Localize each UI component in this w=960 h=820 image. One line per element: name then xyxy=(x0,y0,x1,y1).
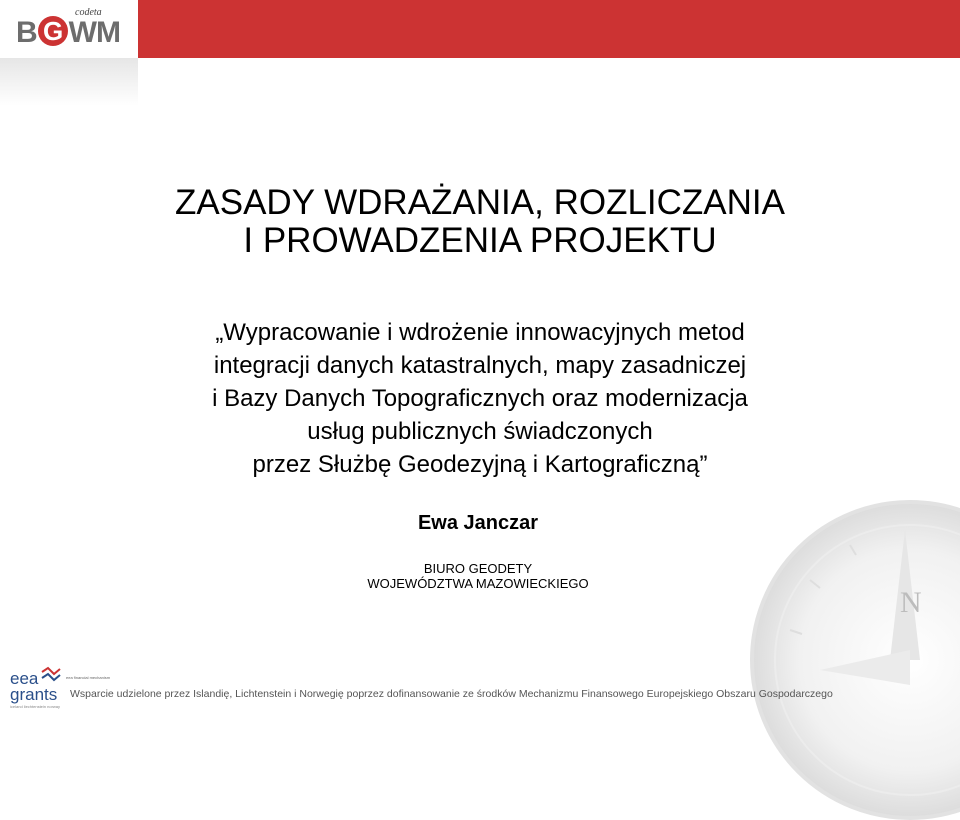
logo-shadow xyxy=(0,58,138,106)
subtitle-line-2: integracji danych katastralnych, mapy zasadniczej xyxy=(213,352,747,379)
subtitle-line-3: i Bazy Danych Topograficznych oraz modernizacja xyxy=(212,385,748,412)
org-line-1: BIURO GEODETY xyxy=(423,561,533,576)
project-subtitle xyxy=(0,316,960,481)
subtitle-line-1: „Wypracowanie i wdrożenie innowacyjnych metod xyxy=(215,319,745,346)
slide-title xyxy=(0,184,960,260)
logo-letters-wm: WM xyxy=(68,16,120,49)
footer-support-text: Wsparcie udzielone przez Islandię, Lichtenstein i Norwegię poprzez dofinansowanie ze środków Mechanizmu Finansowego Europejskiego Obszaru Gospodarczego xyxy=(70,688,833,700)
title-line-2: I PROWADZENIA PROJEKTU xyxy=(243,221,717,260)
logo-wordmark xyxy=(16,16,120,50)
subtitle-line-5: przez Służbę Geodezyjną i Kartograficzną” xyxy=(252,451,708,478)
subtitle-line-4: usług publicznych świadczonych xyxy=(307,418,653,445)
logo-codeta-text: codeta xyxy=(75,7,102,18)
logo-letter-b: B xyxy=(16,16,37,49)
compass-watermark-icon xyxy=(750,500,960,820)
author-name: Ewa Janczar xyxy=(417,512,539,534)
logo-g-circle: G xyxy=(38,16,68,46)
eea-logo-caption: iceland liechtenstein norway xyxy=(10,704,61,709)
org-line-2: WOJEWÓDZTWA MAZOWIECKIEGO xyxy=(367,576,589,591)
eea-mechanism-label: eea financial mechanism xyxy=(66,675,111,680)
title-line-1: ZASADY WDRAŻANIA, ROZLICZANIA xyxy=(175,183,785,222)
eea-logo-line-1: eea xyxy=(10,669,39,688)
gwm-logo xyxy=(0,0,138,58)
eea-grants-logo xyxy=(8,664,68,710)
eea-logo-line-2: grants xyxy=(10,685,58,704)
header-bar xyxy=(138,0,960,58)
compass-north-letter: N xyxy=(900,586,922,619)
